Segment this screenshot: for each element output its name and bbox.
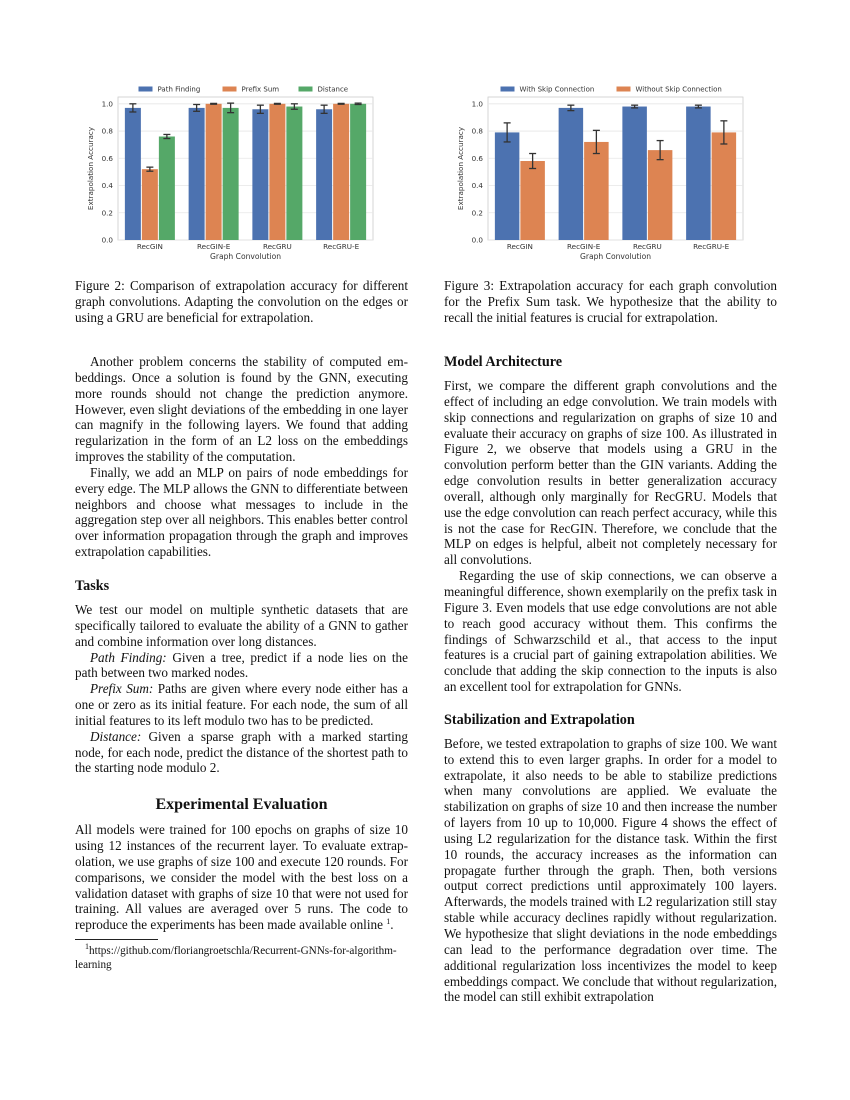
bar [686,107,711,240]
experimental-evaluation-heading: Experimental Evaluation [155,796,328,814]
evaluation-paragraph [75,822,408,933]
x-tick-label: RecGRU-E [323,242,360,251]
x-tick-label: RecGRU [262,242,292,251]
legend-swatch [299,87,313,92]
legend-label: With Skip Connection [519,85,595,94]
bar [559,108,584,240]
bar [125,108,141,240]
bar [350,104,366,240]
footnote-link[interactable]: https://github.com/floriangroetschla/Recurrent-GNNs-for-algorithm-learning [75,945,397,971]
y-tick-label: 0.6 [101,153,113,163]
legend-label: Prefix Sum [241,85,280,94]
y-tick-label: 0.8 [471,126,483,136]
bar [712,132,737,240]
y-tick-label: 0.0 [471,235,483,245]
bar [189,108,205,240]
x-axis-label: Graph Convolution [209,252,282,261]
bar [159,136,175,240]
x-tick-label: RecGRU-E [693,242,730,251]
y-tick-label: 0.6 [471,153,483,163]
task-prefix-text: Paths are given where every node either has a one or zero as its initial feature. For each node, the sum of all initial features to its left modulo two has to be predicted. [75,681,408,728]
legend-swatch [501,87,515,92]
bar [495,132,520,240]
y-tick-label: 0.8 [101,126,113,136]
footnote-divider [75,939,158,940]
bar [333,104,349,240]
figure-2-chart [75,78,385,268]
left-column [75,354,408,972]
task-path-text: Given a tree, predict if a node lies on the path between two marked nodes. [75,649,408,681]
task-prefix-sum [75,681,408,729]
bar-chart-skip-connections [445,78,755,268]
task-distance-label: Distance: [90,728,142,744]
architecture-paragraph-2: Regarding the use of skip connections, we can observe a meaningful difference, shown exemplarily on the prefix task in Figure 3. Even models that use edge convolutions are not able to reach good accuracy without them. This confirms the findings of Schwarzschild et al., that access to the input features is a crucial part of gaining extrapolation abilities. We conclude that adding the skip connection to the inputs is also an excellent tool for extrapolation for GNNs. [444,568,777,695]
paragraph-stability: Another problem concerns the stability of computed embeddings. Once a solution is found by the GNN, executing more rounds should not change the prediction anymore. However, even slight deviations of the embedding in one layer can magnify in the following layers. We found that adding regularization in the form of an L2 loss on the embeddings improves the stability of the computation. [75,354,408,465]
y-tick-label: 0.0 [101,235,113,245]
bar [622,107,647,240]
legend-swatch [617,87,631,92]
legend [139,86,349,94]
x-tick-label: RecGIN [136,242,163,251]
x-tick-label: RecGIN-E [567,242,601,251]
figure-3-caption: Figure 3: Extrapolation accuracy for each graph convolution for the Prefix Sum task. We hypothesize that the ability to recall the initial features is crucial for extrapolation. [444,278,777,325]
y-tick-label: 0.4 [471,181,483,191]
x-tick-label: RecGRU [632,242,662,251]
evaluation-text: All models were trained for 100 epochs on graphs of size 10 using 12 instances of the recurrent layer. To evaluate extrapolation, we use graphs of size 100 and execute 120 rounds. For comparisons, we consider the model with the best loss on a validation dataset with graphs of size 10 that were not used for training. All values are averaged over 5 runs. The code to reproduce the experiments has been made available online [75,822,408,933]
y-tick-label: 1.0 [471,99,483,109]
y-tick-label: 0.2 [471,208,483,218]
tasks-heading: Tasks [75,577,110,594]
task-distance-text: Given a sparse graph with a marked starting node, for each node, predict the distance of the shortest path to the starting node modulo 2. [75,728,408,776]
bar [223,108,239,240]
task-path-label: Path Finding: [90,649,167,665]
right-column [444,354,777,1005]
legend-label: Path Finding [157,85,201,94]
task-path-finding [75,650,408,682]
bar [286,107,302,240]
bar-chart-graph-convolutions [75,78,385,268]
model-architecture-heading: Model Architecture [444,354,563,370]
x-axis-label: Graph Convolution [579,252,652,261]
bar [584,142,609,240]
paragraph-mlp: Finally, we add an MLP on pairs of node embeddings for every edge. The MLP allows the GNN to differentiate between neighbors and choose what messages to include in the aggregation step over all neighbors. This enables better control over information propagation through the graph and improves extrapolation capabilities. [75,464,408,560]
bar [142,169,158,240]
architecture-paragraph-1: First, we compare the different graph convolutions and the effect of including an edge convolution. We train models with skip connections and regularization on graphs of size 10 and evaluate their accuracy on graphs of size 100. As illustrated in Figure 2, we observe that models using a GRU in the convolution perform better than the GIN variants. Adding the edge convolution results in better generalization accuracy overall, although only marginally for RecGRU. Models that use the edge convolution can reach perfect accuracy, while this is not the case for RecGIN. Therefore, we conclude that the MLP on edges is helpful, albeit not completely necessary for all convolutions. [444,378,777,568]
legend-label: Distance [317,85,349,94]
bar [648,150,673,240]
stabilization-paragraph: Before, we tested extrapolation to graphs of size 100. We want to extend this to even larger graphs. In order for a model to extrapolate, it also needs to be able to stabilize predictions when many convolutions are applied. We evaluate the stabilization on graphs of size 10 and then increase the number of layers from 10 up to 10,000. Figure 4 shows the effect of using L2 regularization for the distance task. Within the first 10 rounds, the accuracy increases as the information can propagate further through the graph. Then, both versions output correct predictions until approximately 100 layers. Afterwards, the models trained with L2 regularization still stay stable while accuracy declines rapidly without regularization. We hypothesize that slight deviations in the node embeddings can lead to the performance degradation over time. The additional regularization loss incentivizes the model to keep embeddings compact. We conclude that without regularization, the model can still exhibit extrapolation [444,735,777,1005]
tasks-intro: We test our model on multiple synthetic datasets that are specifically tailored to evaluate the ability of a GNN to gather and combine information over long distances. [75,601,408,649]
task-prefix-label: Prefix Sum: [90,681,154,697]
x-tick-label: RecGIN [506,242,533,251]
footnote-reference[interactable]: 1 [386,917,391,927]
y-tick-label: 0.4 [101,181,113,191]
y-tick-label: 0.2 [101,208,113,218]
y-axis-label: Extrapolation Accuracy [456,126,465,211]
y-axis-label: Extrapolation Accuracy [86,126,95,211]
footnote-number: 1 [85,942,89,952]
figure-2-caption: Figure 2: Comparison of extrapolation accuracy for different graph convolutions. Adapting the convolution on the edges or using a GRU are beneficial for extrapolation. [75,278,408,325]
figure-3-chart [445,78,755,268]
legend [501,86,722,94]
footnote [75,942,408,972]
legend-swatch [223,87,237,92]
y-tick-label: 1.0 [101,99,113,109]
bar [269,104,285,240]
bar [206,104,222,240]
bar [316,109,332,240]
bar [520,161,545,240]
legend-label: Without Skip Connection [635,85,722,94]
legend-swatch [139,87,153,92]
bar [252,109,268,240]
x-tick-label: RecGIN-E [197,242,231,251]
evaluation-text-end: . [390,917,394,933]
stabilization-heading: Stabilization and Extrapolation [444,711,635,728]
task-distance [75,729,408,777]
